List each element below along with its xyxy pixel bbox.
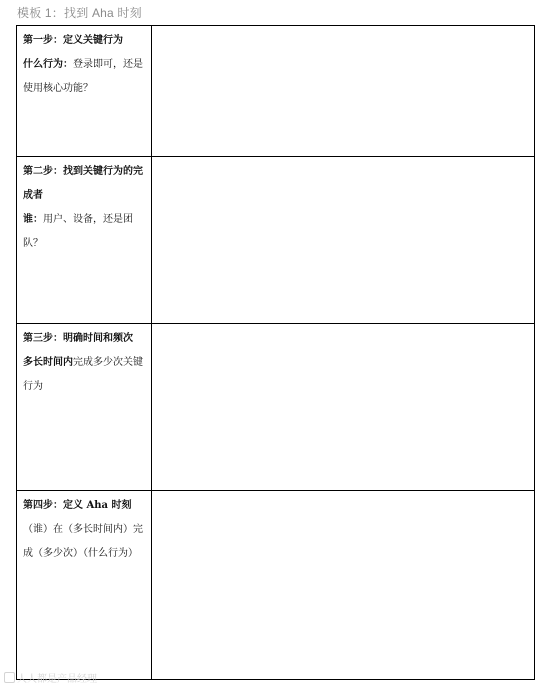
watermark-text: 人人都是产品经理 bbox=[17, 674, 97, 685]
step-4-label-cell bbox=[17, 491, 152, 679]
step-2-heading: 第二步：找到关键行为的完成者 bbox=[23, 166, 143, 201]
step-4-answer-cell[interactable] bbox=[152, 491, 534, 679]
step-row-1 bbox=[17, 26, 534, 156]
step-2-label-cell bbox=[17, 157, 152, 323]
step-1-answer-cell[interactable] bbox=[152, 26, 534, 156]
step-1-heading: 第一步：定义关键行为 bbox=[23, 35, 123, 46]
step-row-4 bbox=[17, 490, 534, 679]
step-3-answer-cell[interactable] bbox=[152, 324, 534, 490]
step-3-prompt-bold: 多长时间内 bbox=[23, 357, 73, 368]
step-2-prompt-text: 用户、设备，还是团队？ bbox=[23, 214, 133, 249]
step-row-2 bbox=[17, 156, 534, 323]
step-4-heading: 第四步：定义 Aha 时刻 bbox=[23, 500, 132, 511]
step-2-prompt-bold: 谁： bbox=[23, 214, 43, 225]
step-2-answer-cell[interactable] bbox=[152, 157, 534, 323]
step-row-3 bbox=[17, 323, 534, 490]
step-3-heading: 第三步：明确时间和频次 bbox=[23, 333, 133, 344]
watermark-logo-icon bbox=[4, 672, 15, 683]
page-title: 模板 1：找到 Aha 时刻 bbox=[17, 6, 142, 20]
step-1-prompt-text: 登录即可，还是使用核心功能？ bbox=[23, 59, 143, 94]
watermark bbox=[4, 670, 97, 685]
step-1-label-cell bbox=[17, 26, 152, 156]
step-1-prompt-bold: 什么行为： bbox=[23, 59, 73, 70]
step-4-prompt-text: （谁）在（多长时间内）完成（多少次）（什么行为） bbox=[23, 524, 143, 559]
step-3-label-cell bbox=[17, 324, 152, 490]
template-table bbox=[16, 25, 535, 680]
step-3-prompt-text: 完成多少次关键行为 bbox=[23, 357, 143, 392]
